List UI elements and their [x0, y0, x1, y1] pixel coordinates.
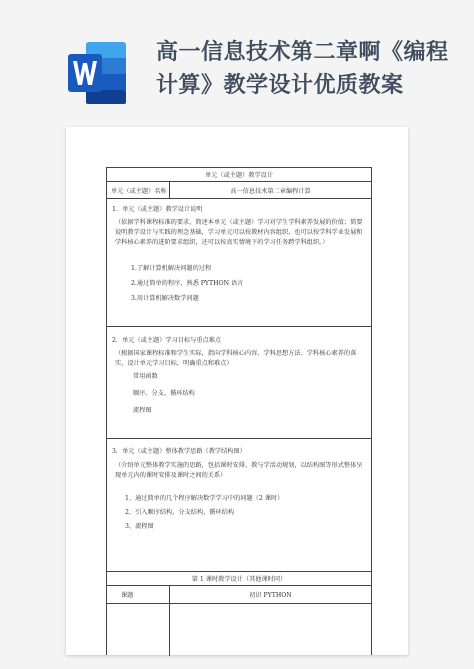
word-icon: [68, 42, 126, 104]
section-1: [107, 199, 371, 327]
table-header-row: [107, 168, 371, 182]
section-2-description: （根据国家课程标准和学生实际，指向学科核心内容、学科思想方法、学科核心素养的落实，设计单元学习目标，明确重点和难点）: [115, 350, 357, 367]
section-1-description: （依据学科课程标准的要求，简述本单元（或主题）学习对学生学科素养发展的价值；简要说明教学设计与实践的理念基础，学习单元可以按教材内容组织，也可以按学科学业发展和学科核心素养的进阶要求组织，还可以按真实情境下的学习任务跨学科组织。）: [115, 219, 363, 246]
topic-label: 课题: [121, 592, 134, 599]
section-1-item: 3.用计算机解决数学问题: [131, 295, 199, 302]
document-title: [156, 36, 456, 102]
section-3: [107, 439, 371, 572]
section-1-title: 1．单元（或主题）教学设计说明: [112, 206, 203, 213]
section-2-title: 2．单元（或主题）学习目标与重点难点: [112, 337, 222, 344]
section-2: [107, 327, 371, 439]
unit-name-value: 高一信息技术第二章编程计算: [230, 187, 311, 195]
unit-name-label: 单元（或主题）名称: [111, 187, 167, 195]
section-2-item: 顺序、分支、循环结构: [133, 390, 195, 397]
section-3-item: 3、流程图: [125, 523, 154, 530]
title-line-2: 计算》教学设计优质教案: [156, 73, 404, 98]
table-continuation: [107, 604, 371, 656]
section-1-item: 1.了解计算机解决问题的过程: [131, 265, 212, 272]
section-3-item: 2、引入顺序结构，分支结构，循环结构: [125, 509, 235, 516]
lesson-header-row: [107, 572, 371, 586]
section-2-item: 常用函数: [133, 373, 158, 380]
unit-name-row: [107, 182, 371, 199]
title-line-1: 高一信息技术第二章啊《编程: [156, 40, 449, 65]
table-header: 单元（或主题）教学设计: [204, 172, 274, 179]
section-3-description: （介绍单元整体教学实施的思路，包括课时安排、教与学活动规划，以结构图等形式整体呈现单元内的课时安排及课时之间的关系）: [115, 462, 363, 479]
section-1-item: 2.通过简单的程序，熟悉 PYTHON 语言: [131, 280, 244, 287]
page-header: [0, 0, 474, 128]
document-page: [66, 127, 408, 655]
lesson-header: 第 1 课时教学设计（其他课时同）: [191, 576, 287, 583]
section-3-title: 3．单元（或主题）整体教学思路（教学结构图）: [112, 448, 246, 455]
topic-row: [107, 586, 371, 604]
section-2-item: 流程图: [133, 407, 152, 414]
section-3-item: 1、通过简单的几个程序解决数学学习中的问题（2 课时）: [125, 495, 284, 502]
topic-value: 初识 PYTHON: [249, 592, 292, 599]
design-table: [106, 167, 372, 655]
